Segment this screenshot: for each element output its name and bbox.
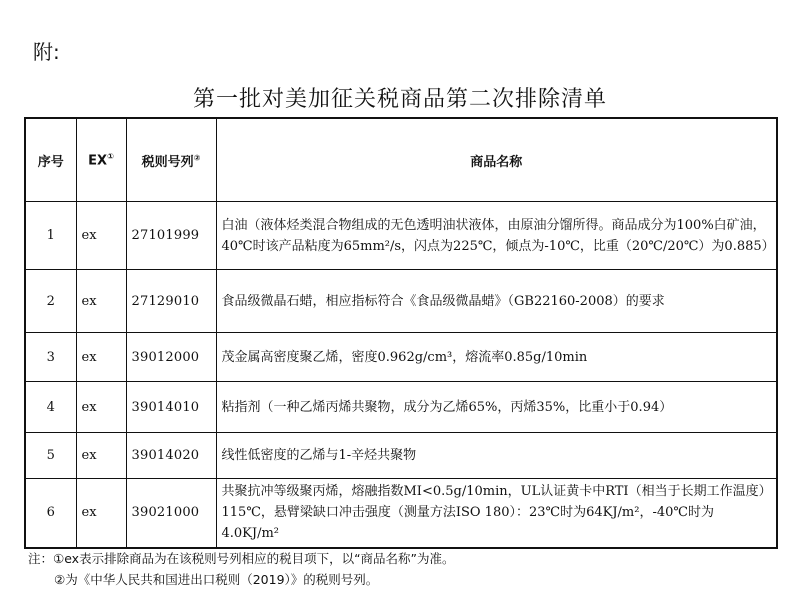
row-ex: ex: [76, 479, 126, 548]
table-row: [25, 382, 777, 433]
row-seq: 2: [25, 270, 76, 333]
header-ex: EX①: [76, 118, 126, 202]
row-ex: ex: [76, 202, 126, 270]
table-row: [25, 479, 777, 548]
row-tariff-code: 27129010: [126, 270, 216, 333]
table-header-row: [25, 118, 777, 202]
table-row: [25, 202, 777, 270]
exclusion-list-table: [24, 117, 778, 549]
row-seq: 6: [25, 479, 76, 548]
row-ex: ex: [76, 382, 126, 433]
row-seq: 3: [25, 333, 76, 382]
row-tariff-code: 39014020: [126, 433, 216, 479]
footnote-1: 注：①ex表示排除商品为在该税则号列相应的税目项下，以“商品名称”为准。: [28, 551, 455, 566]
table-row: [25, 433, 777, 479]
footnote-mark-2: ②: [193, 153, 201, 163]
row-ex: ex: [76, 270, 126, 333]
document-title: 第一批对美加征关税商品第二次排除清单: [192, 87, 607, 112]
row-product-name: 食品级微晶石蜡，相应指标符合《食品级微晶蜡》（GB22160-2008）的要求: [216, 270, 777, 333]
row-seq: 1: [25, 202, 76, 270]
footnotes: [28, 548, 455, 590]
row-tariff-code: 39021000: [126, 479, 216, 548]
header-product-name: 商品名称: [216, 118, 777, 202]
row-product-name: 粘指剂（一种乙烯丙烯共聚物，成分为乙烯65%，丙烯35%，比重小于0.94）: [216, 382, 777, 433]
header-tariff-code: 税则号列②: [126, 118, 216, 202]
footnote-2: ②为《中华人民共和国进出口税则（2019）》的税则号列。: [54, 572, 379, 587]
row-product-name: 共聚抗冲等级聚丙烯，熔融指数MI<0.5g/10min，UL认证黄卡中RTI（相当于长期工作温度）115℃，悬臂梁缺口冲击强度（测量方法ISO 180）：23℃时为64KJ/m²，-40℃时为4.0KJ/m²: [216, 479, 777, 548]
row-ex: ex: [76, 433, 126, 479]
row-seq: 4: [25, 382, 76, 433]
table-row: [25, 270, 777, 333]
header-seq: 序号: [25, 118, 76, 202]
row-product-name: 线性低密度的乙烯与1-辛烃共聚物: [216, 433, 777, 479]
row-tariff-code: 39014010: [126, 382, 216, 433]
row-ex: ex: [76, 333, 126, 382]
row-tariff-code: 39012000: [126, 333, 216, 382]
row-seq: 5: [25, 433, 76, 479]
row-product-name: 茂金属高密度聚乙烯，密度0.962g/cm³，熔流率0.85g/10min: [216, 333, 777, 382]
row-product-name: 白油（液体烃类混合物组成的无色透明油状液体，由原油分馏所得。商品成分为100%白矿油，40℃时该产品粘度为65mm²/s，闪点为225℃，倾点为-10℃，比重（20℃/20℃）为0.885）: [216, 202, 777, 270]
table-row: [25, 333, 777, 382]
footnote-mark-1: ①: [107, 151, 114, 161]
row-tariff-code: 27101999: [126, 202, 216, 270]
attachment-label: 附:: [33, 40, 60, 64]
